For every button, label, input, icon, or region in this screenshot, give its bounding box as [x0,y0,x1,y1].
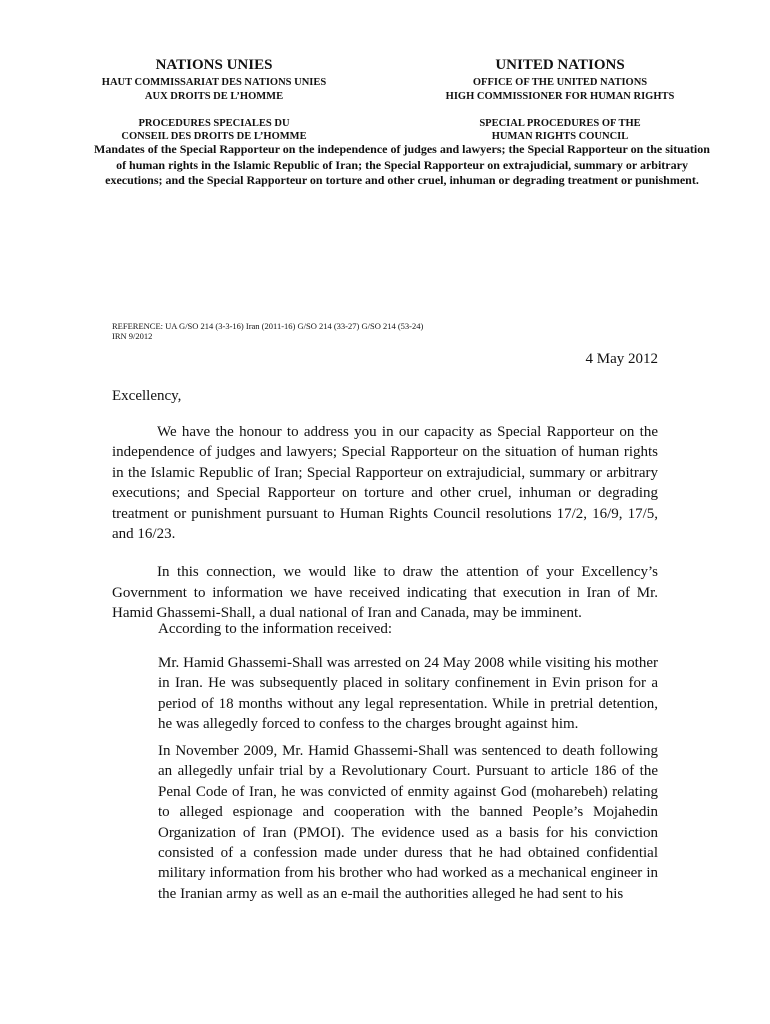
header-left-procedures [78,117,350,143]
header-left-title: NATIONS UNIES [155,57,273,73]
body-paragraph-2: In this connection, we would like to draw the attention of your Excellency’s Government to information we have received indicating that execution in Iran of Mr. Hamid Ghassemi-Shall, a dual national of Iran and Canada, may be imminent. [112,564,658,622]
letter-body [112,422,658,642]
header-right-proc-line1: SPECIAL PROCEDURES OF THE [479,118,641,129]
quote-paragraph-1-text: Mr. Hamid Ghassemi-Shall was arrested on 24 May 2008 while visiting his mother in Iran. He was subsequently placed in solitary confinement in Evin prison for a period of 18 months without any legal representation. While in pretrial detention, he was allegedly forced to confess to the charges brought against him. [158,655,658,733]
body-paragraph-1: We have the honour to address you in our capacity as Special Rapporteur on the independence of judges and lawyers; Special Rapporteur on the situation of human rights in the Islamic Republic of Iran; Special Rapporteur on extrajudicial, summary or arbitrary executions; and Special Rapporteur on torture and other cruel, inhuman or degrading treatment or punishment pursuant to Human Rights Council resolutions 17/2, 16/9, 17/5, and 16/23. [112,424,658,543]
header-left-proc-line1: PROCEDURES SPECIALES DU [138,118,290,129]
mandates-heading: Mandates of the Special Rapporteur on the independence of judges and lawyers; the Special Rapporteur on the situation of human rights in the Islamic Republic of Iran; the Special Rapporteur on extrajudicial, summary or arbitrary executions; and the Special Rapporteur on torture and other cruel, inhuman or degrading treatment or punishment. [94,142,710,188]
salutation: Excellency, [112,388,182,404]
quote-intro-text: According to the information received: [158,621,393,637]
header-left [78,56,350,143]
header-left-proc-line2: CONSEIL DES DROITS DE L’HOMME [121,131,307,142]
header-right-procedures [420,117,700,143]
header-right-title: UNITED NATIONS [495,57,625,73]
header-left-office-line1: HAUT COMMISSARIAT DES NATIONS UNIES [101,77,327,88]
header-left-office [78,76,350,104]
quote-paragraph-2 [158,741,658,904]
reference-block [112,321,423,341]
header-right-proc-line2: HUMAN RIGHTS COUNCIL [491,131,629,142]
header-left-office-line2: AUX DROITS DE L’HOMME [144,91,284,102]
reference-line1: REFERENCE: UA G/SO 214 (3-3-16) Iran (2011-16) G/SO 214 (33-27) G/SO 214 (53-24) [112,321,424,331]
header-right-office [420,76,700,104]
letter-date: 4 May 2012 [585,351,658,367]
quote-intro [158,619,658,639]
reference-line2: IRN 9/2012 [112,331,153,341]
header-right-office-line2: HIGH COMMISSIONER FOR HUMAN RIGHTS [445,91,675,102]
header-right-office-line1: OFFICE OF THE UNITED NATIONS [472,77,648,88]
quote-paragraph-2-text: In November 2009, Mr. Hamid Ghassemi-Shall was sentenced to death following an allegedly unfair trial by a Revolutionary Court. Pursuant to article 186 of the Penal Code of Iran, he was convicted of enmity against God (moharebeh) relating to alleged espionage and cooperation with the banned People’s Mojahedin Organization of Iran (PMOI). The evidence used as a basis for his conviction consisted of a confession made under duress that he had obtained confidential military information from his brother who had worked as a mechanical engineer in the Iranian army as well as an e-mail the authorities alleged he had sent to his [158,743,658,902]
quote-paragraph-1 [158,653,658,735]
header-right [420,56,700,143]
